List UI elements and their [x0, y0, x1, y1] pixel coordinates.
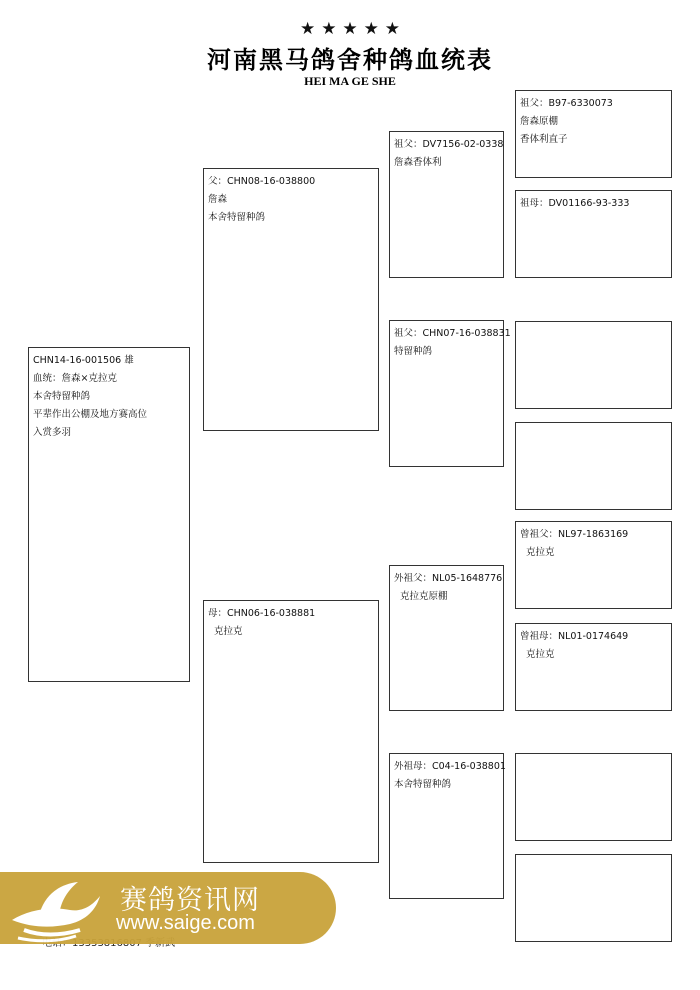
ancestor-box-4 [515, 422, 672, 510]
maternal-granddam-box [389, 753, 504, 899]
sire-strain: 詹森 [208, 194, 228, 205]
maternal-granddam-ring: 外祖母：C04-16-038801 [394, 761, 506, 772]
ancestor-box-8 [515, 854, 672, 942]
sire-box [203, 168, 379, 431]
watermark-site-name: 赛鸽资讯网 [120, 885, 260, 916]
page-title: 河南黑马鸽舍种鸽血统表 [207, 45, 493, 74]
subject-pigeon-box [28, 347, 190, 682]
ancestor-strain: 克拉克 [526, 547, 555, 558]
ancestor-note: 香体利直子 [520, 134, 568, 145]
sire-ring-number: 父：CHN08-16-038800 [208, 176, 316, 187]
star-icon: ★ [342, 19, 358, 39]
footer-phone [42, 944, 175, 952]
dam-ring-number: 母：CHN06-16-038881 [208, 608, 316, 619]
subject-bloodline: 血统：詹森×克拉克 [33, 373, 117, 384]
star-icon: ★ [384, 19, 400, 39]
maternal-grandsire-strain: 克拉克原棚 [400, 591, 448, 602]
subject-note: 平辈作出公棚及地方赛高位 [33, 409, 148, 420]
rating-stars [300, 18, 400, 40]
ancestor-ring: 曾祖父：NL97-1863169 [520, 529, 629, 540]
star-icon: ★ [321, 19, 337, 39]
page-subtitle: HEI MA GE SHE [304, 74, 396, 88]
ancestor-ring: 曾祖母：NL01-0174649 [520, 631, 629, 642]
ancestor-ring: 祖父：B97-6330073 [520, 98, 613, 109]
paternal-grandsire-box [389, 131, 504, 278]
paternal-granddam-strain: 特留种鸽 [394, 346, 433, 357]
star-icon: ★ [300, 19, 316, 39]
ancestor-box-3 [515, 321, 672, 409]
ancestor-box-5 [515, 521, 672, 609]
sire-note: 本舍特留种鸽 [208, 212, 266, 223]
watermark-site-url: www.saige.com [116, 912, 255, 934]
subject-note: 本舍特留种鸽 [33, 391, 91, 402]
ancestor-box-6 [515, 623, 672, 711]
maternal-grandsire-box [389, 565, 504, 711]
paternal-granddam-ring: 祖父：CHN07-16-038831 [394, 328, 511, 339]
dam-box [203, 600, 379, 863]
ancestor-box-7 [515, 753, 672, 841]
ancestor-ring: 祖母：DV01166-93-333 [520, 198, 630, 209]
subject-note: 入赏多羽 [33, 427, 72, 438]
pigeon-logo-icon [6, 876, 106, 942]
star-icon: ★ [363, 19, 379, 39]
paternal-grandsire-strain: 詹森香体利 [394, 157, 442, 168]
ancestor-box-2 [515, 190, 672, 278]
paternal-granddam-box [389, 320, 511, 467]
paternal-grandsire-ring: 祖父：DV7156-02-0338 [394, 139, 504, 150]
dam-strain: 克拉克 [214, 626, 243, 637]
watermark-banner [0, 872, 336, 944]
maternal-granddam-strain: 本舍特留种鸽 [394, 779, 452, 790]
ancestor-strain: 詹森原棚 [520, 116, 559, 127]
ancestor-strain: 克拉克 [526, 649, 555, 660]
subject-ring-number: CHN14-16-001506 雄 [33, 355, 134, 366]
ancestor-box-1 [515, 90, 672, 178]
maternal-grandsire-ring: 外祖父：NL05-1648776 [394, 573, 503, 584]
